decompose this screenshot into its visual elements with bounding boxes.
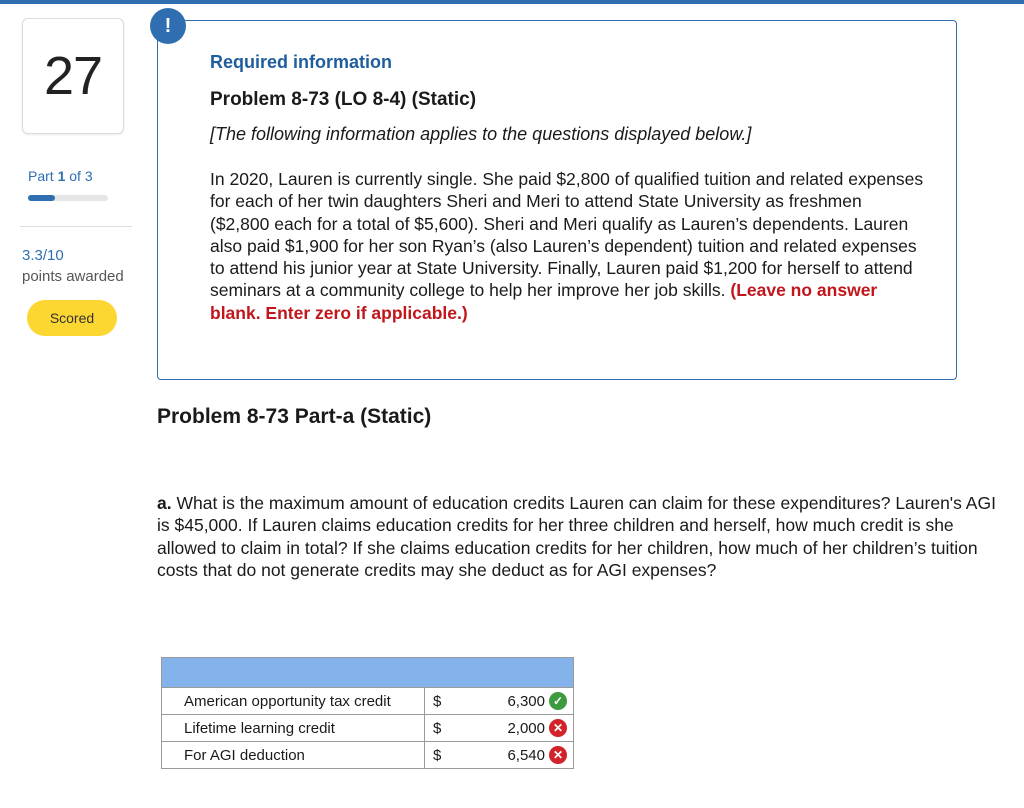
leave-no-blank-warning: (Leave no answer blank. Enter zero if applicable.) [210,280,878,323]
scored-badge: Scored [27,300,117,336]
answer-label: Lifetime learning credit [162,715,425,742]
answer-value[interactable]: 2,000 [507,719,545,737]
answer-value[interactable]: 6,540 [507,746,545,764]
required-information-title: Required information [210,52,393,72]
part-progress-track [28,195,108,201]
answer-value-cell[interactable] [475,715,574,742]
score-value: 3.3/10 [22,247,64,264]
answer-value-cell[interactable] [475,688,574,715]
question-number-card [22,18,124,134]
problem-paragraph [210,168,925,324]
answer-row [162,688,574,715]
x-icon: ✕ [549,746,567,764]
part-indicator [28,168,93,184]
question-text [157,492,997,581]
question-number: 27 [43,46,103,106]
alert-icon: ! [150,8,186,44]
part-title: Problem 8-73 Part-a (Static) [157,405,432,428]
answer-label: For AGI deduction [162,742,425,769]
x-icon: ✕ [549,719,567,737]
part-total: of 3 [69,168,93,184]
problem-paragraph-text: In 2020, Lauren is currently single. She paid $2,800 of qualified tuition and related expenses for each of her twin daughters Sheri and Meri to attend State University as freshmen ($2,800 each for a total of $5,600). Sheri and Meri qualify as Lauren’s dependents. Lauren also paid $1,900 for her son Ryan’s (also Lauren’s dependent) tuition and related expenses to attend his junior year at State University. Finally, Lauren paid $1,200 for herself to attend seminars at a community college to help her improve her job skills. [210,169,924,301]
top-accent-bar [0,0,1024,4]
part-current: 1 [57,168,66,184]
answer-value[interactable]: 6,300 [507,692,545,710]
currency-symbol: $ [425,688,475,715]
answer-label: American opportunity tax credit [162,688,425,715]
part-prefix: Part [28,168,54,184]
part-progress-fill [28,195,55,201]
score-label: points awarded [22,268,124,285]
currency-symbol: $ [425,715,475,742]
currency-symbol: $ [425,742,475,769]
sidebar-divider [20,226,132,227]
check-icon: ✓ [549,692,567,710]
applies-note: [The following information applies to the questions displayed below.] [210,124,752,144]
answer-table-header [162,658,574,688]
problem-title: Problem 8-73 (LO 8-4) (Static) [210,89,477,110]
question-prefix: a. [157,493,172,513]
answer-value-cell[interactable] [475,742,574,769]
question-body: What is the maximum amount of education credits Lauren can claim for these expenditures? Lauren's AGI is $45,000. If Lauren claims education credits for her three children and herself, how much credit is she allowed to claim in total? If she claims education credits for her children, how much of her children’s tuition costs that do not generate credits may she deduct as for AGI expenses? [157,493,996,580]
answer-row [162,742,574,769]
answer-row [162,715,574,742]
answer-table [161,657,574,769]
answer-table-header-cell [162,658,574,688]
